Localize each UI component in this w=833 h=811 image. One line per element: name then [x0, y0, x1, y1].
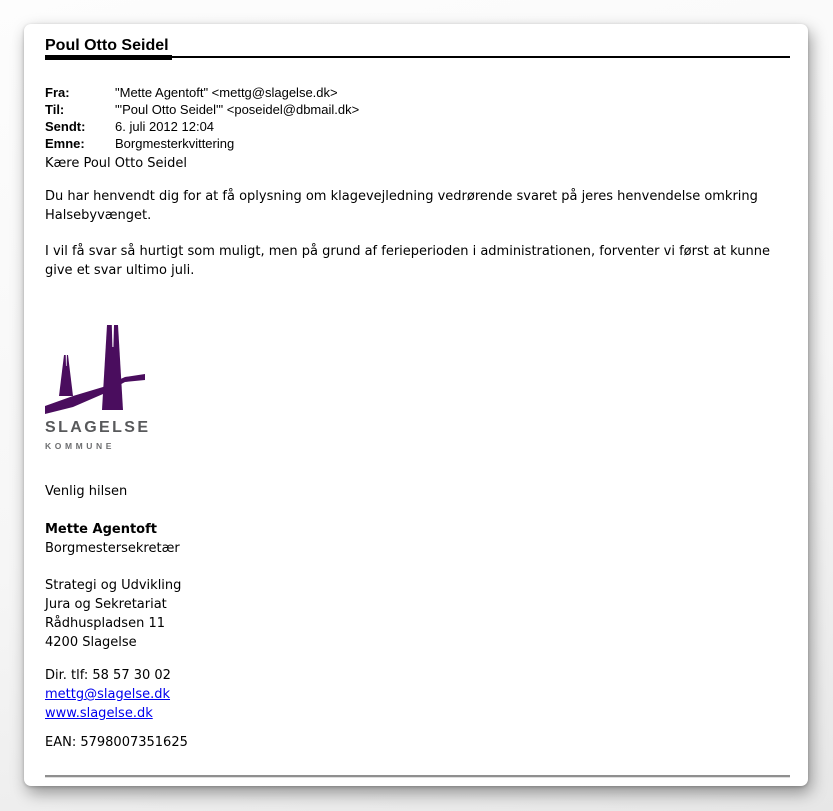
sent-value: 6. juli 2012 12:04 — [115, 119, 215, 134]
signature-ean: EAN: 5798007351625 — [45, 735, 188, 750]
signature-address-block — [45, 576, 790, 652]
salutation: Kære Poul Otto Seidel — [45, 156, 188, 171]
email-document — [24, 24, 808, 786]
bridge-logo-icon — [45, 325, 145, 415]
header-row-subject — [45, 135, 790, 152]
signature-job-title: Borgmestersekretær — [45, 541, 180, 556]
logo-primary-text: SLAGELSE — [45, 419, 151, 436]
signature-department: Strategi og Udvikling — [45, 578, 182, 593]
header-row-sent — [45, 118, 790, 135]
title-underline — [45, 56, 790, 58]
signature-contact-block — [45, 666, 790, 723]
footer-divider — [45, 775, 790, 778]
signature-closing: Venlig hilsen — [45, 484, 128, 499]
from-label: Fra: — [45, 85, 70, 100]
email-title-row — [45, 37, 790, 60]
signature-phone: Dir. tlf: 58 57 30 02 — [45, 668, 171, 683]
signature-name: Mette Agentoft — [45, 522, 157, 537]
subject-label: Emne: — [45, 136, 85, 151]
to-value: "'Poul Otto Seidel'" <poseidel@dbmail.dk> — [115, 102, 360, 117]
signature-unit: Jura og Sekretariat — [45, 597, 167, 612]
subject-value: Borgmesterkvittering — [115, 136, 235, 151]
slagelse-kommune-logo — [45, 325, 790, 451]
header-row-from — [45, 84, 790, 101]
from-value: "Mette Agentoft" <mettg@slagelse.dk> — [115, 85, 338, 100]
signature-city: 4200 Slagelse — [45, 635, 137, 650]
logo-secondary-text: KOMMUNE — [45, 441, 116, 451]
to-label: Til: — [45, 102, 65, 117]
signature-street: Rådhuspladsen 11 — [45, 616, 165, 631]
header-row-to — [45, 101, 790, 118]
signature-name-block — [45, 520, 790, 558]
website-link[interactable]: www.slagelse.dk — [45, 706, 153, 721]
email-link[interactable]: mettg@slagelse.dk — [45, 687, 171, 702]
email-header-fields — [45, 84, 790, 152]
sent-label: Sendt: — [45, 119, 86, 134]
body-paragraph-2: I vil få svar så hurtigt som muligt, men på grund af ferieperioden i administrationen, forventer vi først at kunne give et svar ultimo juli. — [45, 244, 770, 278]
email-title: Poul Otto Seidel — [45, 37, 172, 60]
body-paragraph-1: Du har henvendt dig for at få oplysning om klagevejledning vedrørende svaret på jeres henvendelse omkring Halsebyvænget. — [45, 189, 758, 223]
